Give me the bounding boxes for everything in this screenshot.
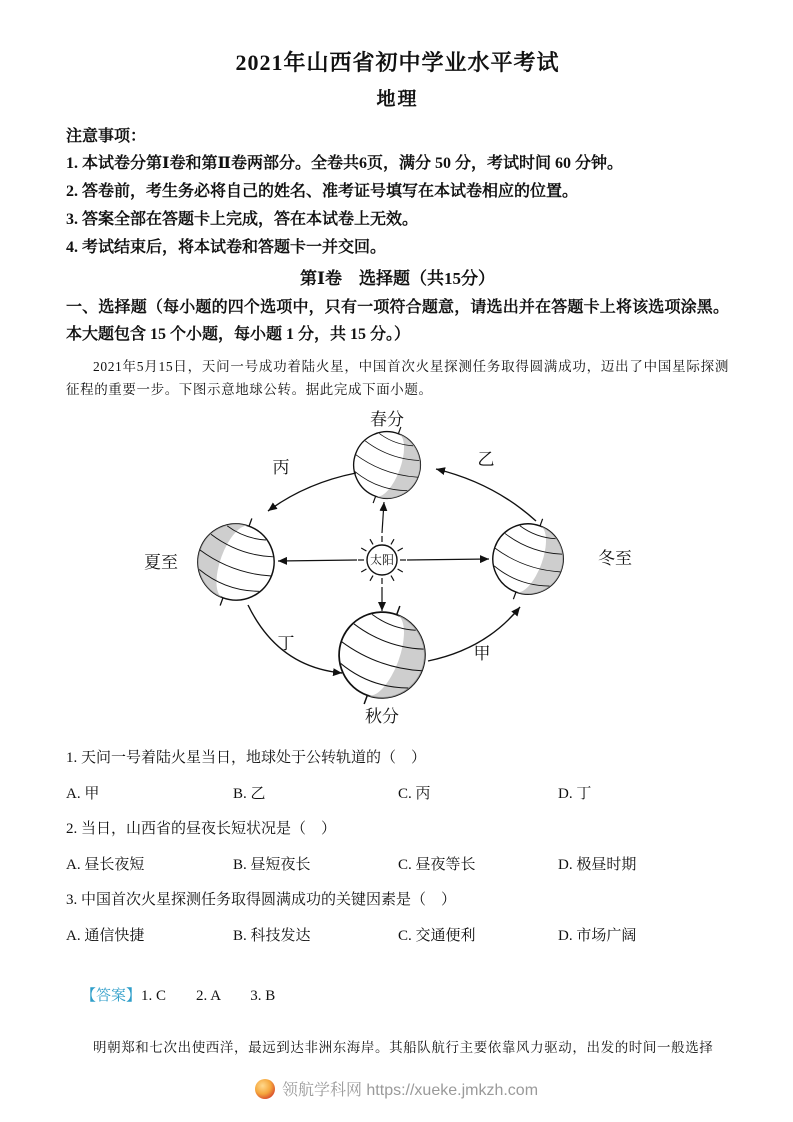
orbit-arrow-top-right [436,469,536,521]
label-summer-solstice: 夏至 [143,553,178,572]
question-item [66,819,729,876]
option: A. 昼长夜短 [66,857,145,873]
question-stem: 3. 中国首次火星探测任务取得圆满成功的关键因素是（ ） [66,892,457,908]
option: D. 丁 [558,786,592,802]
sun-label: 太阳 [369,553,394,567]
question-stem: 2. 当日，山西省的昼夜长短状况是（ ） [66,821,337,837]
earth-globe-summer [184,505,287,618]
notice-item: 3. 答案全部在答题卡上完成，答在本试卷上无效。 [66,211,419,228]
option: C. 昼夜等长 [398,857,476,873]
passage-mars: 2021年5月15日，天问一号成功着陆火星，中国首次火星探测任务取得圆满成功，迈出了中国星际探测征程的重要一步。下图示意地球公转。据此完成下面小题。 [66,359,729,397]
option: C. 丙 [398,786,431,802]
label-winter-solstice: 冬至 [597,549,632,568]
question-item [66,748,729,805]
orbit-arrow-bottom-left [248,605,342,673]
label-point-jia: 甲 [473,644,490,663]
answer-text: 1. C 2. A 3. B [141,988,276,1004]
notice-item: 4. 考试结束后，将本试卷和答题卡一并交回。 [66,239,387,256]
notice-section [66,124,729,262]
option: C. 交通便利 [398,928,476,944]
earth-globe-winter [480,507,575,611]
sun-ray-left [278,560,357,561]
page-footer [0,1077,793,1100]
question-options [66,855,729,876]
question-item [66,890,729,947]
site-logo-icon [255,1079,275,1099]
question-stem: 1. 天问一号着陆火星当日，地球处于公转轨道的（ ） [66,750,427,766]
label-point-ding: 丁 [277,634,294,653]
question-options [66,784,729,805]
option: B. 昼短夜长 [233,857,311,873]
notice-heading: 注意事项： [66,128,147,145]
exam-title: 2021年山西省初中学业水平考试 [235,50,560,75]
option: D. 市场广阔 [558,928,637,944]
footer-site-text: 领航学科网 https://xueke.jmkzh.com [281,1082,539,1099]
label-point-yi: 乙 [477,450,494,469]
answer-row [66,963,729,1029]
earth-globe-spring [341,416,431,515]
section-title: 第Ⅰ卷 选择题（共15分） [300,269,495,288]
option: B. 科技发达 [233,928,311,944]
notice-item: 1. 本试卷分第Ⅰ卷和第Ⅱ卷两部分。全卷共6页，满分 50 分，考试时间 60 分钟。 [66,155,623,172]
sun-ray-right [407,559,489,560]
option: A. 通信快捷 [66,928,145,944]
option: A. 甲 [66,786,100,802]
exam-subject: 地理 [376,89,419,110]
question-options [66,926,729,947]
label-spring-equinox: 春分 [369,410,404,429]
option: B. 乙 [233,786,266,802]
section-instruction: 一、选择题（每小题的四个选项中，只有一项符合题意，请选出并在答题卡上将该选项涂黑。本大题包含 15 个小题，每小题 1 分，共 15 分。） [66,299,729,343]
passage-zhenghe: 明朝郑和七次出使西洋，最远到达非洲东海岸。其船队航行主要依靠风力驱动，出发的时间一般选择 [93,1040,714,1055]
orbit-arrow-top-left [268,473,356,511]
earth-orbit-diagram [66,407,729,734]
sun-ray-up [382,502,384,533]
sun-symbol [358,536,406,584]
orbit-svg [138,407,658,729]
label-autumn-equinox: 秋分 [364,707,399,726]
answer-label-badge: 【答案】 [81,988,142,1004]
label-point-bing: 丙 [272,458,289,477]
notice-item: 2. 答卷前，考生务必将自己的姓名、准考证号填写在本试卷相应的位置。 [66,183,579,200]
option: D. 极昼时期 [558,857,637,873]
